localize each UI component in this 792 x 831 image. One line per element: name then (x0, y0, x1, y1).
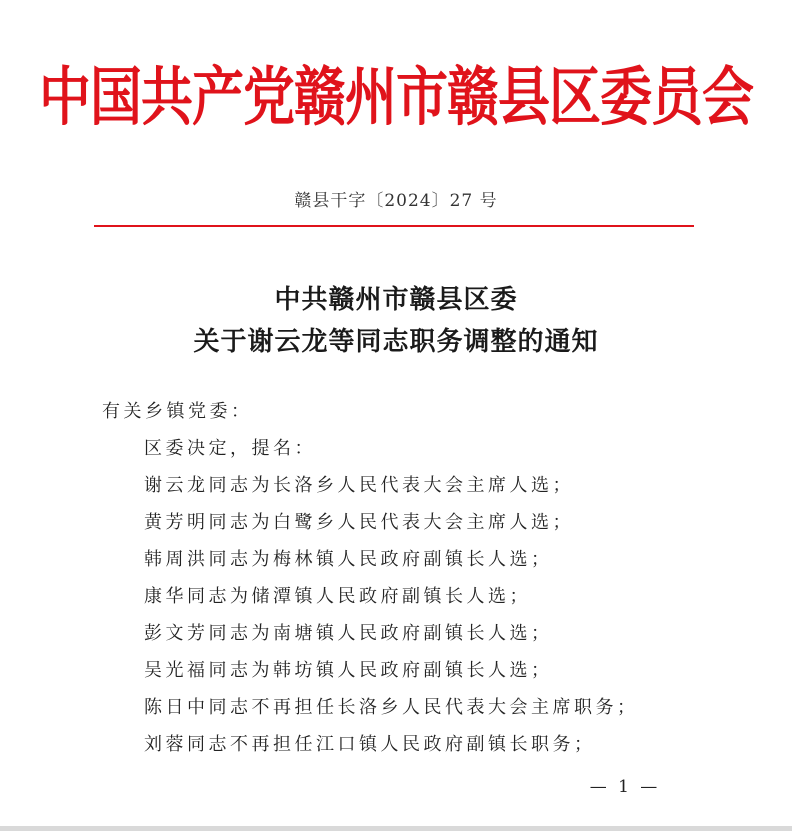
appointment-item: 吴光福同志为韩坊镇人民政府副镇长人选； (144, 660, 553, 681)
appointment-item: 康华同志为储潭镇人民政府副镇长人选； (144, 586, 531, 607)
page-bottom-edge (0, 826, 792, 831)
appointment-item: 黄芳明同志为白鹭乡人民代表大会主席人选； (144, 512, 574, 533)
document-title-line-1: 中共赣州市赣县区委 (274, 285, 518, 315)
issuer-masthead: 中国共产党赣州市赣县区委员会 (38, 60, 753, 135)
intro-paragraph: 区委决定，提名： (144, 438, 316, 459)
salutation: 有关乡镇党委： (102, 401, 253, 422)
document-number: 赣县干字〔2024〕27 号 (294, 191, 498, 211)
page-number: — 1 — (589, 777, 661, 797)
appointment-item: 韩周洪同志为梅林镇人民政府副镇长人选； (144, 549, 553, 570)
appointment-item: 彭文芳同志为南塘镇人民政府副镇长人选； (144, 623, 553, 644)
red-divider (94, 225, 694, 227)
appointment-item: 谢云龙同志为长洛乡人民代表大会主席人选； (144, 475, 574, 496)
removal-item: 陈日中同志不再担任长洛乡人民代表大会主席职务； (144, 697, 639, 718)
document-title-line-2: 关于谢云龙等同志职务调整的通知 (193, 327, 599, 357)
removal-item: 刘蓉同志不再担任江口镇人民政府副镇长职务； (144, 734, 596, 755)
